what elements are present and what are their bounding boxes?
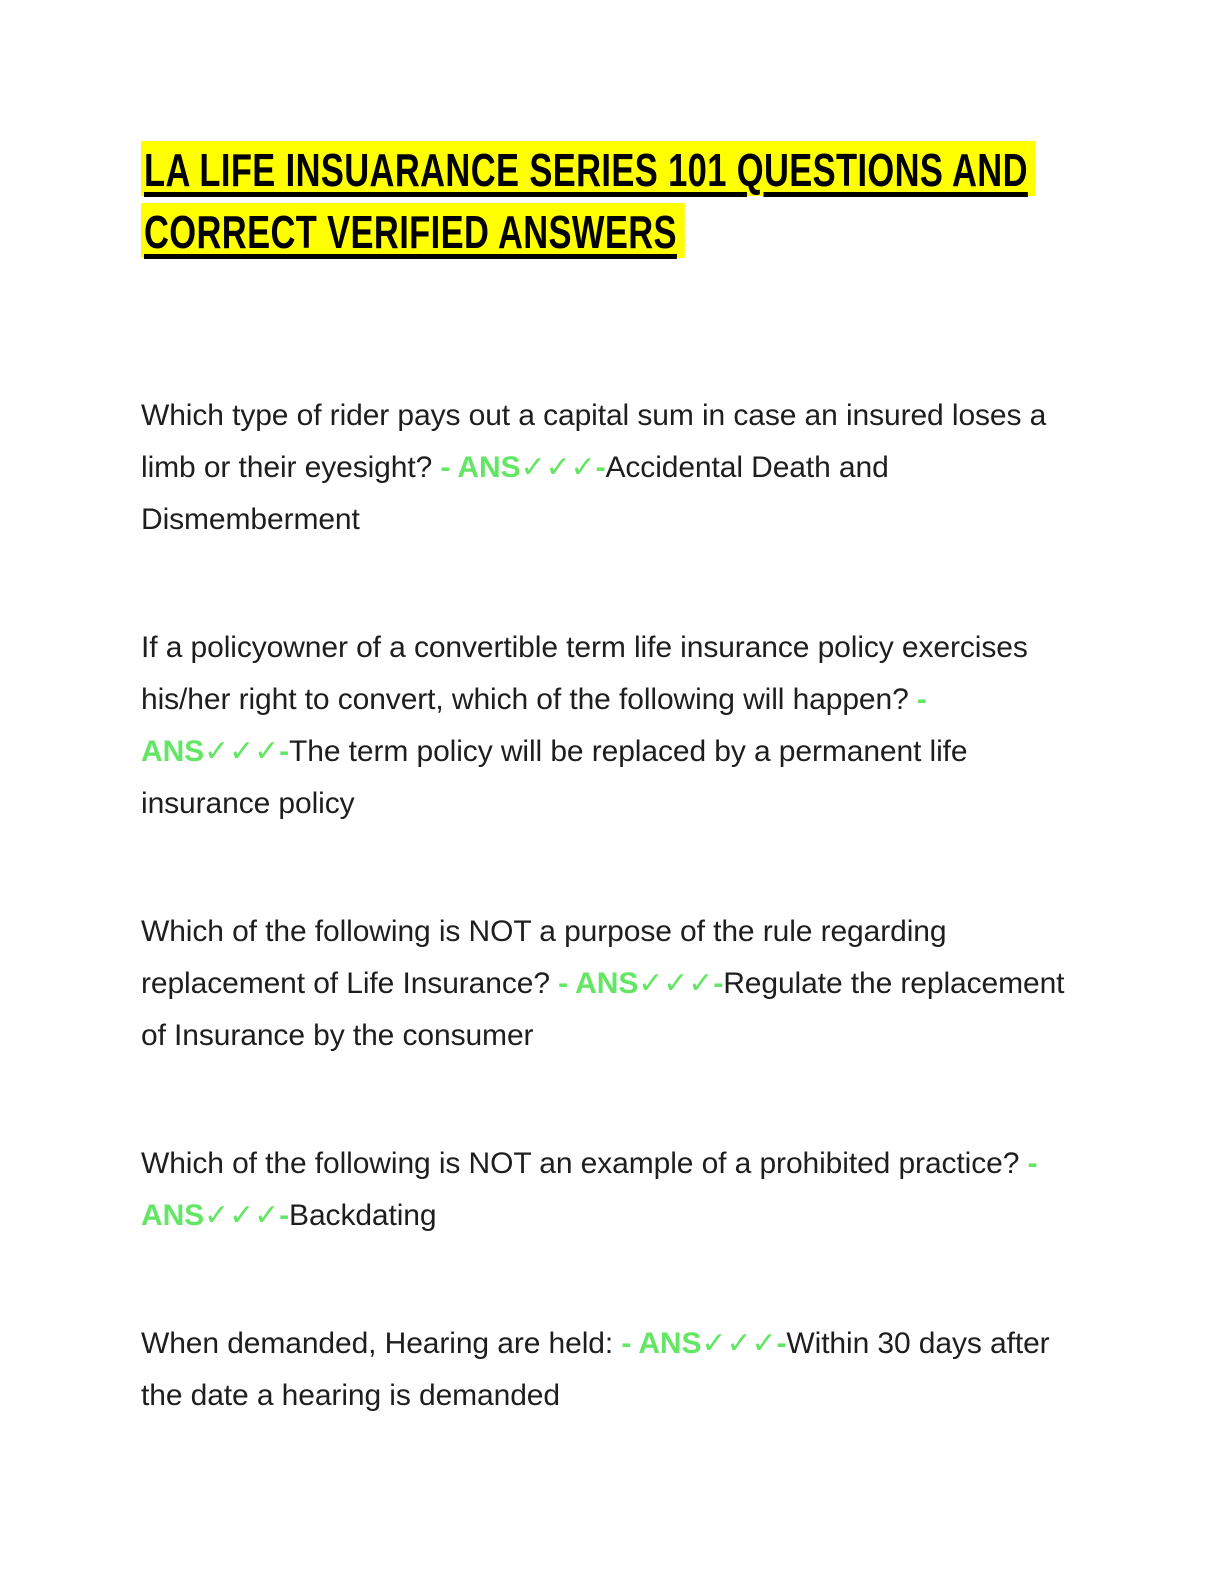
qa-paragraph	[141, 1318, 1081, 1422]
title-highlight-2: CORRECT VERIFIED ANSWERS	[141, 203, 684, 258]
qa-paragraph	[141, 622, 1081, 830]
answer-marker: - ANS✓✓✓-	[440, 451, 606, 484]
title-highlight-1: LA LIFE INSUARANCE SERIES 101 QUESTIONS AND	[141, 141, 1035, 196]
title-line-2	[141, 203, 1144, 258]
qa-list	[141, 390, 1144, 1422]
question-text: Which of the following is NOT an example of a prohibited practice?	[141, 1147, 1020, 1180]
qa-paragraph	[141, 390, 1081, 546]
answer-marker: - ANS✓✓✓-	[141, 1147, 1038, 1232]
title-line-1	[141, 141, 1144, 196]
document-title	[141, 141, 1144, 258]
question-text: If a policyowner of a convertible term life insurance policy exercises his/her right to convert, which of the following will happen?	[141, 631, 1028, 716]
answer-text: Backdating	[289, 1199, 437, 1232]
answer-marker: - ANS✓✓✓-	[141, 683, 927, 768]
question-text: Which of the following is NOT a purpose of the rule regarding replacement of Life Insurance?	[141, 915, 947, 1000]
qa-paragraph	[141, 906, 1081, 1062]
answer-marker: - ANS✓✓✓-	[558, 967, 724, 1000]
answer-text: The term policy will be replaced by a permanent life insurance policy	[141, 735, 968, 820]
qa-paragraph	[141, 1138, 1081, 1242]
answer-text: Regulate the replacement of Insurance by the consumer	[141, 967, 1065, 1052]
answer-text: Accidental Death and Dismemberment	[141, 451, 889, 536]
answer-marker: - ANS✓✓✓-	[621, 1327, 787, 1360]
answer-text: Within 30 days after the date a hearing is demanded	[141, 1327, 1050, 1412]
question-text: Which type of rider pays out a capital sum in case an insured loses a limb or their eyesight?	[141, 399, 1047, 484]
question-text: When demanded, Hearing are held:	[141, 1327, 614, 1360]
